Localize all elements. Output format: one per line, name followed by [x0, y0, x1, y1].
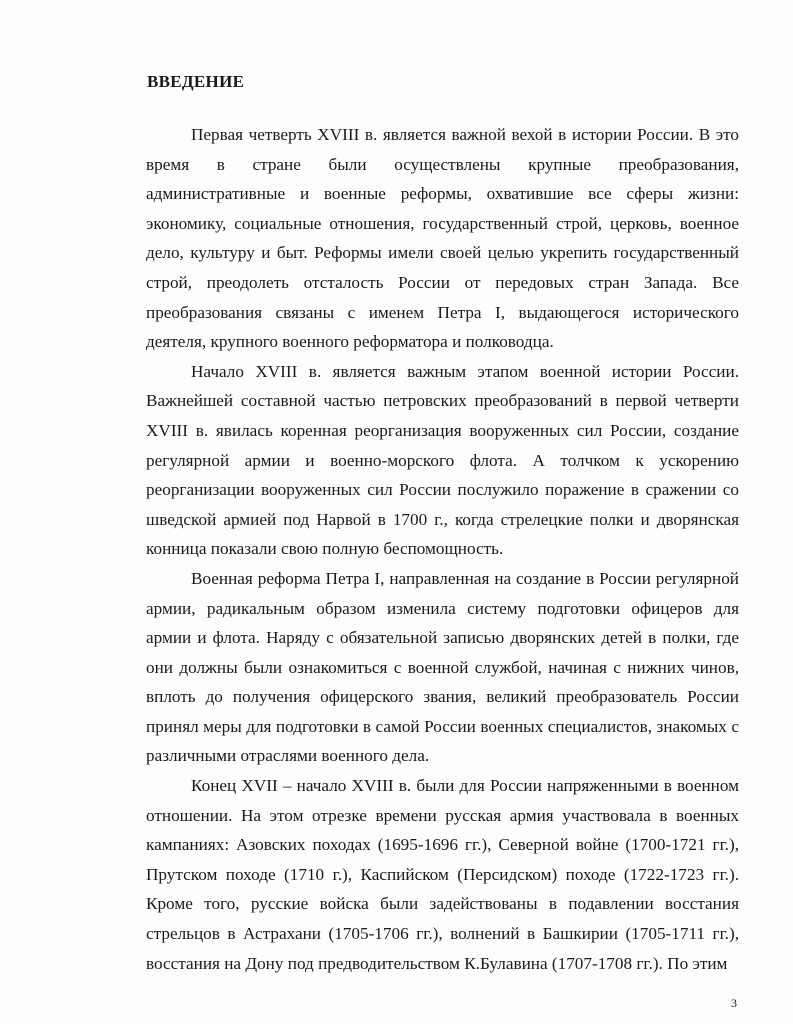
section-heading: ВВЕДЕНИЕ	[147, 72, 245, 91]
body-text	[146, 120, 739, 978]
paragraph-4: Конец XVII – начало XVIII в. были для России напряженными в военном отношении. На этом отрезке времени русская армия участвовала в военных кампаниях: Азовских походах (1695-1696 гг.), Северной войне (1700-1721 гг.), Прутском походе (1710 г.), Каспийском (Персидском) походе (1722-1723 гг.). Кроме того, русские войска были задействованы в подавлении восстания стрельцов в Астрахани (1705-1706 гг.), волнений в Башкирии (1705-1711 гг.), восстания на Дону под предводительством К.Булавина (1707-1708 гг.). По этим	[146, 776, 739, 973]
paragraph-2: Начало XVIII в. является важным этапом военной истории России. Важнейшей составной частью петровских преобразований в первой четверти XVIII в. явилась коренная реорганизация вооруженных сил России, создание регулярной армии и военно-морского флота. А толчком к ускорению реорганизации вооруженных сил России послужило поражение в сражении со шведской армией под Нарвой в 1700 г., когда стрелецкие полки и дворянская конница показали свою полную беспомощность.	[146, 361, 739, 559]
paragraph-1: Первая четверть XVIII в. является важной вехой в истории России. В это время в стране были осуществлены крупные преобразования, административные и военные реформы, охватившие все сферы жизни: экономику, социальные отношения, государственный строй, церковь, военное дело, культуру и быт. Реформы имели своей целью укрепить государственный строй, преодолеть отсталость России от передовых стран Запада. Все преобразования связаны с именем Петра I, выдающегося исторического деятеля, крупного военного реформатора и полководца.	[146, 125, 739, 352]
paragraph-3: Военная реформа Петра I, направленная на создание в России регулярной армии, радикальным образом изменила систему подготовки офицеров для армии и флота. Наряду с обязательной записью дворянских детей в полки, где они должны были ознакомиться с военной службой, начиная с нижних чинов, вплоть до получения офицерского звания, великий преобразователь России принял меры для подготовки в самой России военных специалистов, знакомых с различными отраслями военного дела.	[146, 568, 739, 766]
page-number: 3	[731, 996, 737, 1010]
